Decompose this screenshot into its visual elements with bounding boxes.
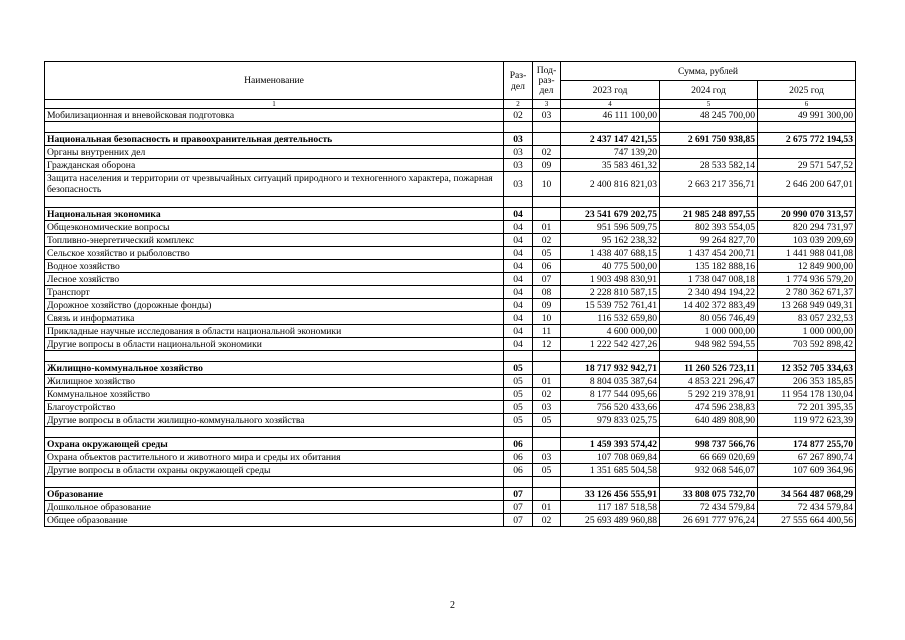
column-index: 1 xyxy=(45,100,504,109)
empty-cell xyxy=(758,351,856,362)
cell-sum-2023: 35 583 461,32 xyxy=(561,159,660,172)
cell-sum-2025: 119 972 623,39 xyxy=(758,414,856,427)
empty-cell xyxy=(561,427,660,438)
cell-name: Гражданская оборона xyxy=(45,159,504,172)
table-row xyxy=(45,414,856,427)
empty-cell xyxy=(504,351,533,362)
cell-sum-2023: 1 438 407 688,15 xyxy=(561,247,660,260)
cell-sum-2025: 72 201 395,35 xyxy=(758,401,856,414)
cell-sum-2024: 26 691 777 976,24 xyxy=(660,514,758,527)
cell-podrazdel xyxy=(533,488,561,501)
cell-sum-2024: 2 663 217 356,71 xyxy=(660,172,758,197)
cell-sum-2025: 2 646 200 647,01 xyxy=(758,172,856,197)
cell-razdel: 04 xyxy=(504,312,533,325)
empty-cell xyxy=(45,122,504,133)
cell-sum-2023: 756 520 433,66 xyxy=(561,401,660,414)
cell-sum-2025: 103 039 209,69 xyxy=(758,234,856,247)
cell-name: Прикладные научные исследования в области национальной экономики xyxy=(45,325,504,338)
table-row xyxy=(45,234,856,247)
cell-sum-2023: 1 903 498 830,91 xyxy=(561,273,660,286)
cell-podrazdel: 02 xyxy=(533,146,561,159)
cell-sum-2025: 29 571 547,52 xyxy=(758,159,856,172)
table-body xyxy=(45,109,856,527)
cell-sum-2023: 117 187 518,58 xyxy=(561,501,660,514)
cell-sum-2023: 4 600 000,00 xyxy=(561,325,660,338)
cell-sum-2024: 802 393 554,05 xyxy=(660,221,758,234)
cell-name: Коммунальное хозяйство xyxy=(45,388,504,401)
section-row xyxy=(45,488,856,501)
section-row xyxy=(45,208,856,221)
empty-cell xyxy=(533,477,561,488)
empty-cell xyxy=(660,122,758,133)
cell-razdel: 04 xyxy=(504,338,533,351)
cell-sum-2025: 27 555 664 400,56 xyxy=(758,514,856,527)
cell-razdel: 04 xyxy=(504,247,533,260)
cell-podrazdel: 01 xyxy=(533,375,561,388)
spacer-row xyxy=(45,477,856,488)
cell-sum-2025: 2 780 362 671,37 xyxy=(758,286,856,299)
column-index: 3 xyxy=(533,100,561,109)
budget-table xyxy=(44,61,856,527)
cell-razdel: 03 xyxy=(504,146,533,159)
cell-podrazdel: 03 xyxy=(533,401,561,414)
spacer-row xyxy=(45,351,856,362)
cell-sum-2025: 703 592 898,42 xyxy=(758,338,856,351)
cell-sum-2023: 18 717 932 942,71 xyxy=(561,362,660,375)
cell-razdel: 03 xyxy=(504,133,533,146)
cell-sum-2024 xyxy=(660,146,758,159)
cell-sum-2023: 1 351 685 504,58 xyxy=(561,464,660,477)
cell-name: Другие вопросы в области жилищно-коммунального хозяйства xyxy=(45,414,504,427)
cell-podrazdel xyxy=(533,133,561,146)
cell-podrazdel: 02 xyxy=(533,388,561,401)
header-razdel: Раз- дел xyxy=(504,62,533,100)
empty-cell xyxy=(504,122,533,133)
header-sum-title: Сумма, рублей xyxy=(561,62,856,81)
cell-name: Жилищно-коммунальное хозяйство xyxy=(45,362,504,375)
cell-name: Топливно-энергетический комплекс xyxy=(45,234,504,247)
cell-sum-2024: 5 292 219 378,91 xyxy=(660,388,758,401)
column-index: 2 xyxy=(504,100,533,109)
cell-sum-2023: 979 833 025,75 xyxy=(561,414,660,427)
cell-name: Национальная безопасность и правоохранительная деятельность xyxy=(45,133,504,146)
cell-sum-2023: 1 222 542 427,26 xyxy=(561,338,660,351)
header-name: Наименование xyxy=(45,62,504,100)
cell-razdel: 05 xyxy=(504,362,533,375)
cell-podrazdel: 05 xyxy=(533,464,561,477)
cell-podrazdel xyxy=(533,438,561,451)
cell-razdel: 03 xyxy=(504,159,533,172)
cell-sum-2023: 40 775 500,00 xyxy=(561,260,660,273)
table-row xyxy=(45,172,856,197)
cell-name: Национальная экономика xyxy=(45,208,504,221)
cell-podrazdel: 09 xyxy=(533,299,561,312)
table-row xyxy=(45,109,856,122)
cell-sum-2024: 1 437 454 200,71 xyxy=(660,247,758,260)
cell-sum-2023: 8 804 035 387,64 xyxy=(561,375,660,388)
empty-cell xyxy=(561,122,660,133)
cell-podrazdel: 10 xyxy=(533,312,561,325)
cell-name: Органы внутренних дел xyxy=(45,146,504,159)
cell-razdel: 03 xyxy=(504,172,533,197)
cell-sum-2025: 1 774 936 579,20 xyxy=(758,273,856,286)
cell-podrazdel: 07 xyxy=(533,273,561,286)
header-year-2023: 2023 год xyxy=(561,81,660,100)
page-number: 2 xyxy=(450,600,455,611)
cell-podrazdel: 10 xyxy=(533,172,561,197)
cell-podrazdel: 03 xyxy=(533,109,561,122)
cell-sum-2023: 116 532 659,80 xyxy=(561,312,660,325)
cell-sum-2024: 1 000 000,00 xyxy=(660,325,758,338)
cell-sum-2024: 932 068 546,07 xyxy=(660,464,758,477)
cell-razdel: 07 xyxy=(504,501,533,514)
empty-cell xyxy=(660,427,758,438)
cell-razdel: 02 xyxy=(504,109,533,122)
cell-name: Водное хозяйство xyxy=(45,260,504,273)
cell-sum-2025: 49 991 300,00 xyxy=(758,109,856,122)
table-row xyxy=(45,388,856,401)
cell-sum-2025: 820 294 731,97 xyxy=(758,221,856,234)
table-header xyxy=(45,62,856,109)
empty-cell xyxy=(561,477,660,488)
cell-podrazdel: 09 xyxy=(533,159,561,172)
spacer-row xyxy=(45,427,856,438)
cell-sum-2024: 11 260 526 723,11 xyxy=(660,362,758,375)
table-row xyxy=(45,159,856,172)
cell-name: Другие вопросы в области охраны окружающей среды xyxy=(45,464,504,477)
cell-sum-2025 xyxy=(758,146,856,159)
empty-cell xyxy=(504,197,533,208)
cell-name: Охрана окружающей среды xyxy=(45,438,504,451)
empty-cell xyxy=(660,197,758,208)
empty-cell xyxy=(758,197,856,208)
cell-sum-2025: 67 267 890,74 xyxy=(758,451,856,464)
cell-podrazdel: 12 xyxy=(533,338,561,351)
cell-sum-2024: 998 737 566,76 xyxy=(660,438,758,451)
empty-cell xyxy=(45,351,504,362)
cell-razdel: 04 xyxy=(504,325,533,338)
cell-sum-2023: 951 596 509,75 xyxy=(561,221,660,234)
cell-sum-2025: 83 057 232,53 xyxy=(758,312,856,325)
table-row xyxy=(45,146,856,159)
cell-sum-2023: 15 539 752 761,41 xyxy=(561,299,660,312)
cell-sum-2024: 948 982 594,55 xyxy=(660,338,758,351)
cell-sum-2025: 13 268 949 049,31 xyxy=(758,299,856,312)
cell-sum-2023: 107 708 069,84 xyxy=(561,451,660,464)
cell-razdel: 07 xyxy=(504,488,533,501)
table-row xyxy=(45,464,856,477)
cell-sum-2024: 33 808 075 732,70 xyxy=(660,488,758,501)
cell-name: Образование xyxy=(45,488,504,501)
table-row xyxy=(45,501,856,514)
cell-sum-2025: 206 353 185,85 xyxy=(758,375,856,388)
cell-sum-2023: 25 693 489 960,88 xyxy=(561,514,660,527)
cell-name: Жилищное хозяйство xyxy=(45,375,504,388)
empty-cell xyxy=(504,427,533,438)
cell-podrazdel xyxy=(533,362,561,375)
cell-name: Охрана объектов растительного и животного мира и среды их обитания xyxy=(45,451,504,464)
cell-sum-2024: 4 853 221 296,47 xyxy=(660,375,758,388)
cell-podrazdel: 05 xyxy=(533,414,561,427)
cell-sum-2025: 72 434 579,84 xyxy=(758,501,856,514)
section-row xyxy=(45,133,856,146)
cell-sum-2025: 2 675 772 194,53 xyxy=(758,133,856,146)
cell-sum-2025: 20 990 070 313,57 xyxy=(758,208,856,221)
cell-podrazdel: 11 xyxy=(533,325,561,338)
table-row xyxy=(45,260,856,273)
cell-razdel: 04 xyxy=(504,260,533,273)
column-index: 5 xyxy=(660,100,758,109)
cell-sum-2023: 2 437 147 421,55 xyxy=(561,133,660,146)
cell-sum-2025: 12 849 900,00 xyxy=(758,260,856,273)
table-row xyxy=(45,312,856,325)
header-year-2024: 2024 год xyxy=(660,81,758,100)
cell-name: Связь и информатика xyxy=(45,312,504,325)
empty-cell xyxy=(758,427,856,438)
header-year-2025: 2025 год xyxy=(758,81,856,100)
cell-sum-2025: 34 564 487 068,29 xyxy=(758,488,856,501)
empty-cell xyxy=(561,351,660,362)
cell-name: Общеэкономические вопросы xyxy=(45,221,504,234)
cell-razdel: 06 xyxy=(504,438,533,451)
cell-razdel: 05 xyxy=(504,401,533,414)
cell-sum-2024: 99 264 827,70 xyxy=(660,234,758,247)
empty-cell xyxy=(45,427,504,438)
cell-sum-2023: 2 228 810 587,15 xyxy=(561,286,660,299)
table-row xyxy=(45,247,856,260)
cell-name: Благоустройство xyxy=(45,401,504,414)
cell-razdel: 04 xyxy=(504,273,533,286)
cell-sum-2024: 1 738 047 008,18 xyxy=(660,273,758,286)
empty-cell xyxy=(533,122,561,133)
cell-podrazdel: 03 xyxy=(533,451,561,464)
column-index: 4 xyxy=(561,100,660,109)
empty-cell xyxy=(561,197,660,208)
section-row xyxy=(45,438,856,451)
cell-razdel: 04 xyxy=(504,234,533,247)
empty-cell xyxy=(660,477,758,488)
cell-podrazdel: 02 xyxy=(533,234,561,247)
cell-podrazdel: 06 xyxy=(533,260,561,273)
cell-razdel: 04 xyxy=(504,286,533,299)
table-row xyxy=(45,299,856,312)
cell-name: Транспорт xyxy=(45,286,504,299)
cell-sum-2023: 8 177 544 095,66 xyxy=(561,388,660,401)
cell-sum-2025: 11 954 178 130,04 xyxy=(758,388,856,401)
cell-podrazdel: 01 xyxy=(533,221,561,234)
cell-sum-2024: 2 691 750 938,85 xyxy=(660,133,758,146)
empty-cell xyxy=(660,351,758,362)
section-row xyxy=(45,362,856,375)
cell-sum-2023: 1 459 393 574,42 xyxy=(561,438,660,451)
cell-razdel: 05 xyxy=(504,375,533,388)
cell-razdel: 06 xyxy=(504,451,533,464)
empty-cell xyxy=(758,477,856,488)
empty-cell xyxy=(45,477,504,488)
cell-sum-2024: 80 056 746,49 xyxy=(660,312,758,325)
cell-razdel: 05 xyxy=(504,414,533,427)
cell-sum-2023: 2 400 816 821,03 xyxy=(561,172,660,197)
cell-podrazdel: 02 xyxy=(533,514,561,527)
cell-sum-2025: 1 441 988 041,08 xyxy=(758,247,856,260)
cell-name: Дорожное хозяйство (дорожные фонды) xyxy=(45,299,504,312)
cell-sum-2024: 66 669 020,69 xyxy=(660,451,758,464)
table-row xyxy=(45,325,856,338)
cell-name: Защита населения и территории от чрезвычайных ситуаций природного и техногенного характера, пожарная безопасность xyxy=(45,172,504,197)
column-index-row xyxy=(45,100,856,109)
empty-cell xyxy=(45,197,504,208)
empty-cell xyxy=(758,122,856,133)
cell-sum-2024: 72 434 579,84 xyxy=(660,501,758,514)
table-row xyxy=(45,221,856,234)
cell-name: Дошкольное образование xyxy=(45,501,504,514)
cell-sum-2025: 1 000 000,00 xyxy=(758,325,856,338)
cell-razdel: 04 xyxy=(504,208,533,221)
cell-sum-2025: 12 352 705 334,63 xyxy=(758,362,856,375)
empty-cell xyxy=(533,197,561,208)
table-row xyxy=(45,338,856,351)
column-index: 6 xyxy=(758,100,856,109)
cell-sum-2023: 95 162 238,32 xyxy=(561,234,660,247)
cell-name: Лесное хозяйство xyxy=(45,273,504,286)
cell-sum-2023: 46 111 100,00 xyxy=(561,109,660,122)
cell-razdel: 06 xyxy=(504,464,533,477)
cell-name: Сельское хозяйство и рыболовство xyxy=(45,247,504,260)
empty-cell xyxy=(504,477,533,488)
table-row xyxy=(45,286,856,299)
table-row xyxy=(45,451,856,464)
cell-sum-2024: 28 533 582,14 xyxy=(660,159,758,172)
empty-cell xyxy=(533,351,561,362)
cell-sum-2024: 135 182 888,16 xyxy=(660,260,758,273)
table-row xyxy=(45,273,856,286)
cell-podrazdel: 08 xyxy=(533,286,561,299)
cell-sum-2023: 23 541 679 202,75 xyxy=(561,208,660,221)
cell-sum-2024: 474 596 238,83 xyxy=(660,401,758,414)
cell-razdel: 07 xyxy=(504,514,533,527)
cell-sum-2025: 174 877 255,70 xyxy=(758,438,856,451)
spacer-row xyxy=(45,122,856,133)
cell-razdel: 04 xyxy=(504,221,533,234)
cell-sum-2023: 747 139,20 xyxy=(561,146,660,159)
table-row xyxy=(45,375,856,388)
header-podrazdel: Под- раз- дел xyxy=(533,62,561,100)
cell-podrazdel: 01 xyxy=(533,501,561,514)
spacer-row xyxy=(45,197,856,208)
table-row xyxy=(45,401,856,414)
cell-name: Мобилизационная и вневойсковая подготовка xyxy=(45,109,504,122)
cell-sum-2024: 21 985 248 897,55 xyxy=(660,208,758,221)
table-row xyxy=(45,514,856,527)
cell-name: Общее образование xyxy=(45,514,504,527)
cell-name: Другие вопросы в области национальной экономики xyxy=(45,338,504,351)
cell-sum-2024: 640 489 808,90 xyxy=(660,414,758,427)
cell-razdel: 04 xyxy=(504,299,533,312)
cell-podrazdel: 05 xyxy=(533,247,561,260)
cell-sum-2023: 33 126 456 555,91 xyxy=(561,488,660,501)
cell-sum-2025: 107 609 364,96 xyxy=(758,464,856,477)
cell-podrazdel xyxy=(533,208,561,221)
cell-sum-2024: 48 245 700,00 xyxy=(660,109,758,122)
cell-sum-2024: 2 340 494 194,22 xyxy=(660,286,758,299)
cell-razdel: 05 xyxy=(504,388,533,401)
empty-cell xyxy=(533,427,561,438)
cell-sum-2024: 14 402 372 883,49 xyxy=(660,299,758,312)
